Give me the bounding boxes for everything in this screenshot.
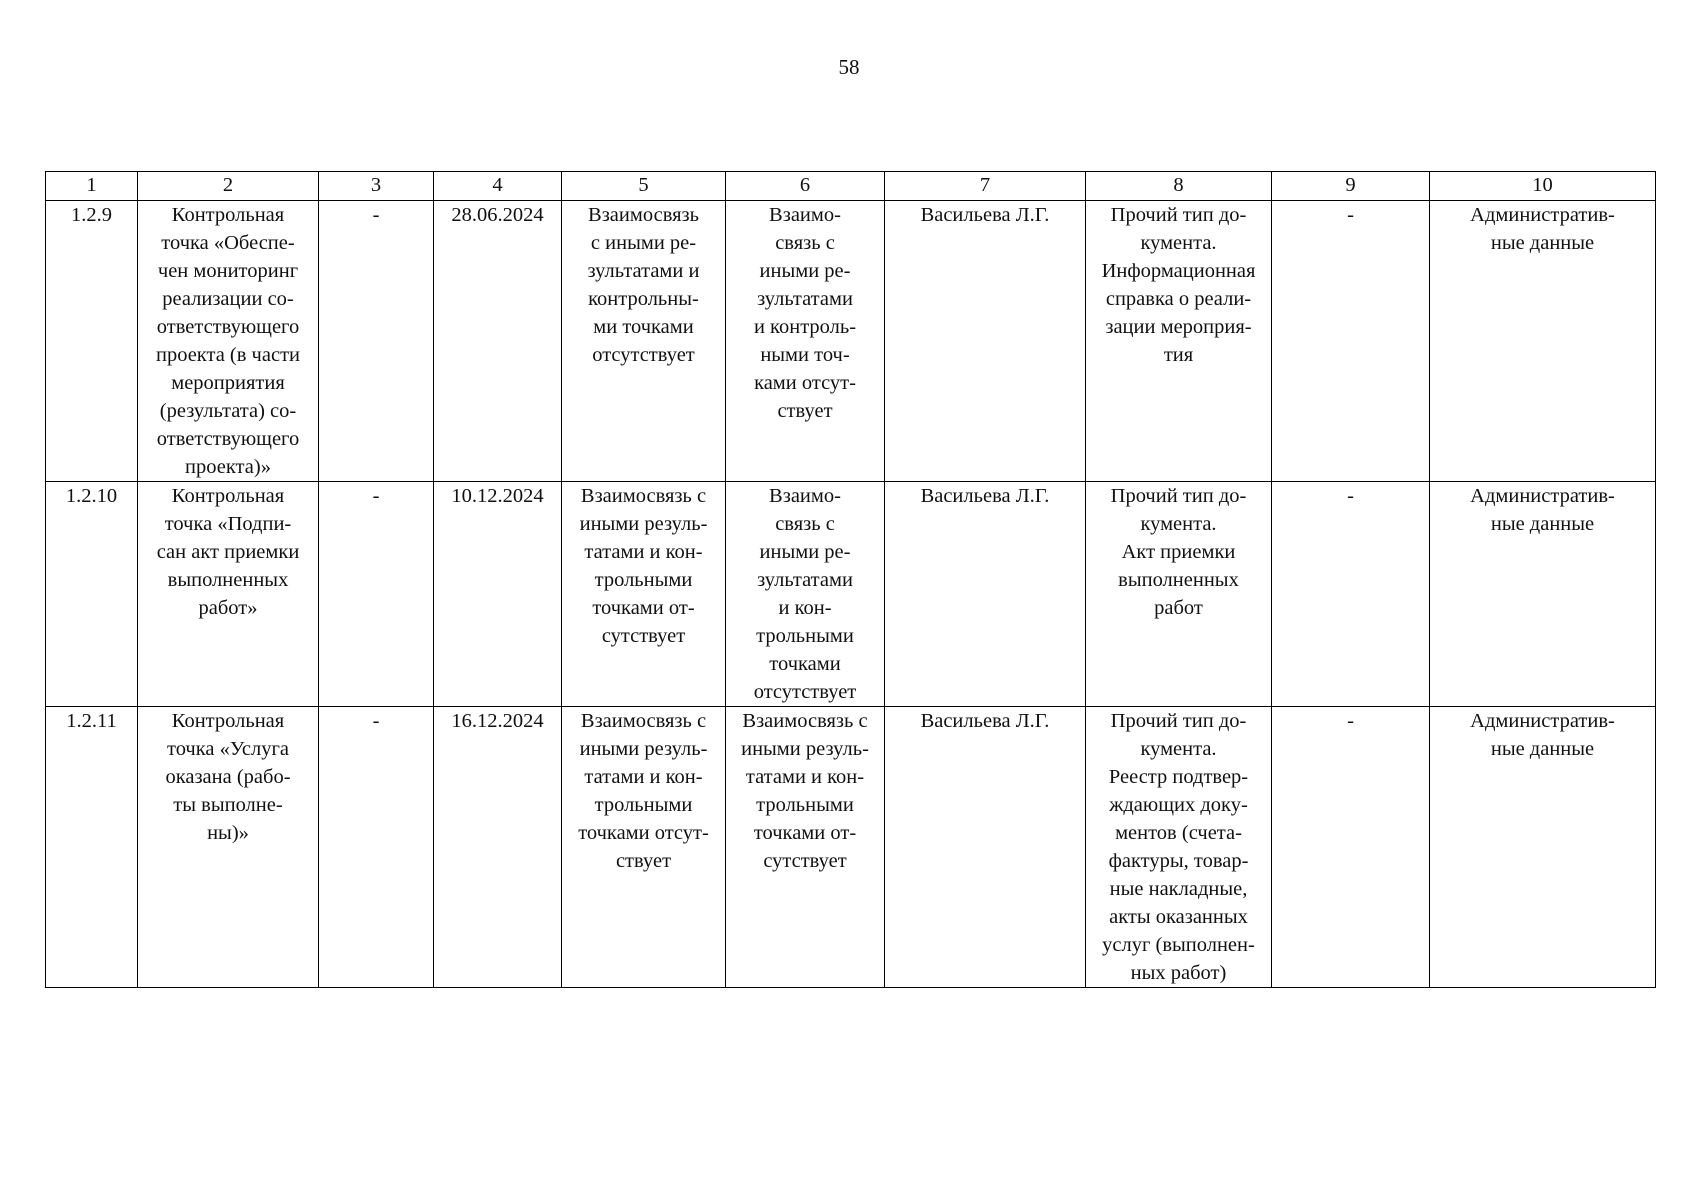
relation-cell: Взаимосвязь с иными резуль- татами и кон- трольными точками от- сутствует: [562, 482, 726, 707]
row-number-cell: 1.2.11: [46, 707, 138, 988]
column-header-6: 6: [726, 172, 885, 201]
date-cell: 10.12.2024: [434, 482, 562, 707]
relation-cell: Взаимо- связь с иными ре- зультатами и кон- трольными точками отсутствует: [726, 482, 885, 707]
column-header-10: 10: [1430, 172, 1656, 201]
table-row: [46, 707, 1656, 988]
row-number-cell: 1.2.10: [46, 482, 138, 707]
responsible-cell: Васильева Л.Г.: [885, 707, 1086, 988]
column-number-header-row: [46, 172, 1656, 201]
column-header-4: 4: [434, 172, 562, 201]
date-cell: 28.06.2024: [434, 201, 562, 482]
col3-cell: -: [319, 707, 434, 988]
document-type-cell: Прочий тип до- кумента. Информационная справка о реали- зации мероприя- тия: [1086, 201, 1272, 482]
column-header-8: 8: [1086, 172, 1272, 201]
column-header-2: 2: [138, 172, 319, 201]
control-point-name-cell: Контрольная точка «Услуга оказана (рабо- ты выполне- ны)»: [138, 707, 319, 988]
relation-cell: Взаимосвязь с иными резуль- татами и кон- трольными точками от- сутствует: [726, 707, 885, 988]
col9-cell: -: [1272, 201, 1430, 482]
responsible-cell: Васильева Л.Г.: [885, 482, 1086, 707]
column-header-7: 7: [885, 172, 1086, 201]
relation-cell: Взаимо- связь с иными ре- зультатами и контроль- ными точ- ками отсут- ствует: [726, 201, 885, 482]
column-header-9: 9: [1272, 172, 1430, 201]
table-row: [46, 201, 1656, 482]
col3-cell: -: [319, 482, 434, 707]
document-type-cell: Прочий тип до- кумента. Реестр подтвер- ждающих доку- ментов (счета- фактуры, товар- ные накладные, акты оказанных услуг (выполнен- ных работ): [1086, 707, 1272, 988]
data-source-cell: Административ- ные данные: [1430, 201, 1656, 482]
document-type-cell: Прочий тип до- кумента. Акт приемки выполненных работ: [1086, 482, 1272, 707]
data-source-cell: Административ- ные данные: [1430, 482, 1656, 707]
column-header-3: 3: [319, 172, 434, 201]
relation-cell: Взаимосвязь с иными ре- зультатами и контрольны- ми точками отсутствует: [562, 201, 726, 482]
col9-cell: -: [1272, 482, 1430, 707]
column-header-5: 5: [562, 172, 726, 201]
column-header-1: 1: [46, 172, 138, 201]
col3-cell: -: [319, 201, 434, 482]
responsible-cell: Васильева Л.Г.: [885, 201, 1086, 482]
date-cell: 16.12.2024: [434, 707, 562, 988]
col9-cell: -: [1272, 707, 1430, 988]
control-point-name-cell: Контрольная точка «Обеспе- чен мониторинг реализации со- ответствующего проекта (в части мероприятия (результата) со- ответствующего проекта)»: [138, 201, 319, 482]
data-source-cell: Административ- ные данные: [1430, 707, 1656, 988]
control-points-table: [45, 171, 1656, 988]
page-number: 58: [838, 55, 860, 79]
relation-cell: Взаимосвязь с иными резуль- татами и кон- трольными точками отсут- ствует: [562, 707, 726, 988]
row-number-cell: 1.2.9: [46, 201, 138, 482]
control-point-name-cell: Контрольная точка «Подпи- сан акт приемки выполненных работ»: [138, 482, 319, 707]
table-row: [46, 482, 1656, 707]
